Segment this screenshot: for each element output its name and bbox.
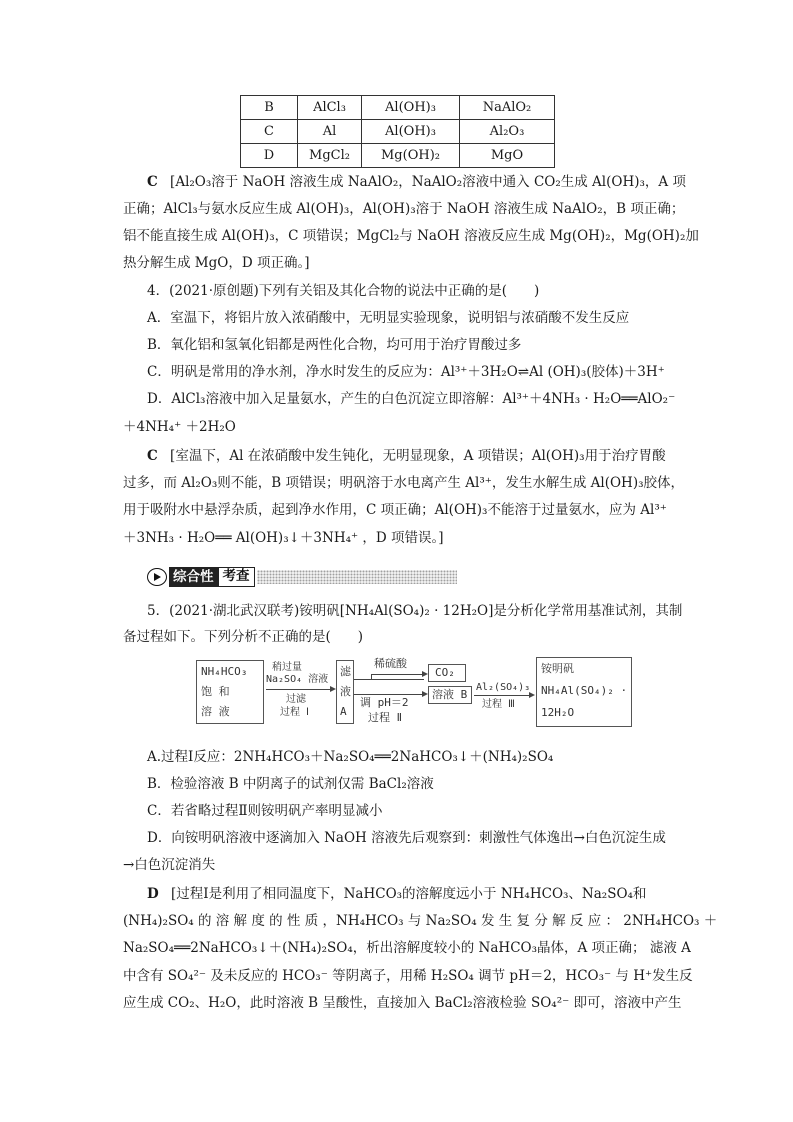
flow-text: 溶液 B <box>432 688 468 701</box>
flow-text: 液 <box>340 685 351 698</box>
q4-stem: 4．(2021·原创题)下列有关铝及其化合物的说法中正确的是( ) <box>147 283 540 299</box>
flow-text: 调 pH＝2 <box>360 696 409 709</box>
q4-option-c: C．明矾是常用的净水剂，净水时发生的反应为：Al³⁺＋3H₂O⇌Al (OH)₃(胶体)＋3H⁺ <box>147 364 665 380</box>
q5-answer-line: (NH₄)₂SO₄ 的 溶 解 度 的 性 质 ，NH₄HCO₃ 与 Na₂SO₄ 发 生 复 分 解 反 应 ： 2NH₄HCO₃ ＋ <box>123 913 718 929</box>
table-row <box>241 144 555 168</box>
q4-option-a: A．室温下，将铝片放入浓硝酸中，无明显实验现象，说明铝与浓硝酸不发生反应 <box>147 310 630 326</box>
flow-arrow-line <box>474 695 530 696</box>
q5-option-c: C．若省略过程Ⅱ则铵明矾产率明显减小 <box>147 803 383 819</box>
answer-text: [室温下，Al 在浓硝酸中发生钝化，无明显现象，A 项错误；Al(OH)₃用于治疗胃酸 <box>170 448 666 464</box>
flow-text: 稍过量 <box>272 662 302 673</box>
section-dots-decoration <box>257 570 457 584</box>
flow-arrow-line <box>354 679 424 680</box>
flow-text: Al₂(SO₄)₃ <box>476 682 531 693</box>
flow-filtrate-box <box>336 660 354 724</box>
table-cell: D <box>241 144 298 168</box>
q5-stem: 5．(2021·湖北武汉联考)铵明矾[NH₄Al(SO₄)₂ · 12H₂O]是分析化学常用基准试剂，其制 <box>147 603 683 619</box>
flow-text: A <box>340 705 347 718</box>
q4-answer-line: 用于吸附水中悬浮杂质，起到净水作用，C 项正确；Al(OH)₃不能溶于过量氨水，应为 Al³⁺ <box>123 502 667 518</box>
q4-answer-line: 过多，而 Al₂O₃则不能，B 项错误；明矾溶于水电离产生 Al³⁺，发生水解生成 Al(OH)₃胶体， <box>123 475 685 491</box>
q5-option-b: B．检验溶液 B 中阴离子的试剂仅需 BaCl₂溶液 <box>147 776 434 792</box>
q4-answer-line <box>147 446 666 466</box>
q3-answer-line <box>147 172 686 192</box>
table-row <box>241 96 555 120</box>
flow-start-box <box>196 660 264 724</box>
q4-option-d: D．AlCl₃溶液中加入足量氨水，产生的白色沉淀立即溶解：Al³⁺＋4NH₃ · H₂O══AlO₂⁻ <box>147 391 676 407</box>
q5-answer-line: Na₂SO₄══2NaHCO₃↓＋(NH₄)₂SO₄，析出溶解度较小的 NaHCO₃晶体，A 项正确； 滤液 A <box>123 940 691 956</box>
flow-solution-b-box <box>428 686 472 704</box>
flow-text: Na₂SO₄ 溶液 <box>266 674 329 685</box>
flow-text: NH₄Al(SO₄)₂ · <box>541 684 628 697</box>
q4-option-d-cont: ＋4NH₄⁺ ＋2H₂O <box>123 419 236 435</box>
table-cell: Al(OH)₃ <box>362 120 460 144</box>
section-label-secondary: 考查 <box>218 567 255 587</box>
process-flow-diagram <box>196 655 636 730</box>
answer-letter: C <box>147 174 158 190</box>
answer-letter: C <box>147 448 158 464</box>
q5-answer-line: 中含有 SO₄²⁻ 及未反应的 HCO₃⁻ 等阴离子，用稀 H₂SO₄ 调节 pH＝2，HCO₃⁻ 与 H⁺发生反 <box>123 968 693 984</box>
flow-gas-box <box>428 664 466 682</box>
q5-option-d: D．向铵明矾溶液中逐滴加入 NaOH 溶液先后观察到：刺激性气体逸出→白色沉淀生成 <box>147 830 666 846</box>
flow-text: 铵明矾 <box>541 662 574 675</box>
flow-arrow-line <box>371 674 423 675</box>
q3-answer-line: 铝不能直接生成 Al(OH)₃，C 项错误；MgCl₂与 NaOH 溶液反应生成 Mg(OH)₂，Mg(OH)₂加 <box>123 228 699 244</box>
table-cell: C <box>241 120 298 144</box>
table-cell: Al <box>298 120 362 144</box>
flow-text: 过程 Ⅲ <box>482 699 515 710</box>
flow-text: 过滤 <box>286 694 306 705</box>
flow-text: 饱 和 <box>201 685 230 698</box>
table-cell: Al(OH)₃ <box>362 96 460 120</box>
play-icon <box>147 568 167 586</box>
flow-text: 过程 Ⅱ <box>368 711 403 724</box>
table-cell: Al₂O₃ <box>460 120 555 144</box>
flow-arrow-line <box>354 694 424 695</box>
flow-text: 过程 Ⅰ <box>280 707 309 718</box>
table-cell: MgCl₂ <box>298 144 362 168</box>
flow-arrow-line <box>266 689 332 690</box>
table-row <box>241 120 555 144</box>
answer-letter: D <box>147 886 159 902</box>
q3-answer-line: 正确；AlCl₃与氨水反应生成 Al(OH)₃，Al(OH)₃溶于 NaOH 溶液生成 NaAlO₂，B 项正确； <box>123 201 685 217</box>
table-cell: MgO <box>460 144 555 168</box>
q5-option-d-cont: →白色沉淀消失 <box>123 857 216 873</box>
section-label: 综合性 <box>169 567 218 587</box>
table-cell: Mg(OH)₂ <box>362 144 460 168</box>
flow-text: NH₄HCO₃ <box>201 665 248 678</box>
q5-stem: 备过程如下。下列分析不正确的是( ) <box>123 629 364 645</box>
flow-text: 滤 <box>340 665 351 678</box>
flow-arrow-head <box>529 692 535 698</box>
q5-answer-line: 应生成 CO₂、H₂O，此时溶液 B 呈酸性，直接加入 BaCl₂溶液检验 SO₄²⁻ 即可，溶液中产生 <box>123 995 682 1011</box>
flow-text: 溶 液 <box>201 705 230 718</box>
flow-text: 12H₂O <box>541 706 575 719</box>
options-table <box>240 95 555 168</box>
flow-text: CO₂ <box>435 666 455 679</box>
flow-text: 稀硫酸 <box>374 657 407 670</box>
answer-text: [Al₂O₃溶于 NaOH 溶液生成 NaAlO₂，NaAlO₂溶液中通入 CO₂生成 Al(OH)₃，A 项 <box>170 174 686 190</box>
q3-answer-line: 热分解生成 MgO，D 项正确。] <box>123 255 310 271</box>
flow-product-box <box>536 657 632 727</box>
q4-option-b: B．氧化铝和氢氧化铝都是两性化合物，均可用于治疗胃酸过多 <box>147 337 522 353</box>
q5-option-a: A.过程Ⅰ反应：2NH₄HCO₃＋Na₂SO₄══2NaHCO₃↓＋(NH₄)₂SO₄ <box>147 749 554 765</box>
section-header <box>147 567 457 587</box>
table-cell: AlCl₃ <box>298 96 362 120</box>
q5-answer-line <box>147 884 646 904</box>
answer-text: [过程Ⅰ是利用了相同温度下，NaHCO₃的溶解度远小于 NH₄HCO₃、Na₂SO₄和 <box>171 886 647 902</box>
table-cell: B <box>241 96 298 120</box>
table-cell: NaAlO₂ <box>460 96 555 120</box>
q4-answer-line: ＋3NH₃ · H₂O══ Al(OH)₃↓＋3NH₄⁺ ，D 项错误。] <box>123 530 444 546</box>
